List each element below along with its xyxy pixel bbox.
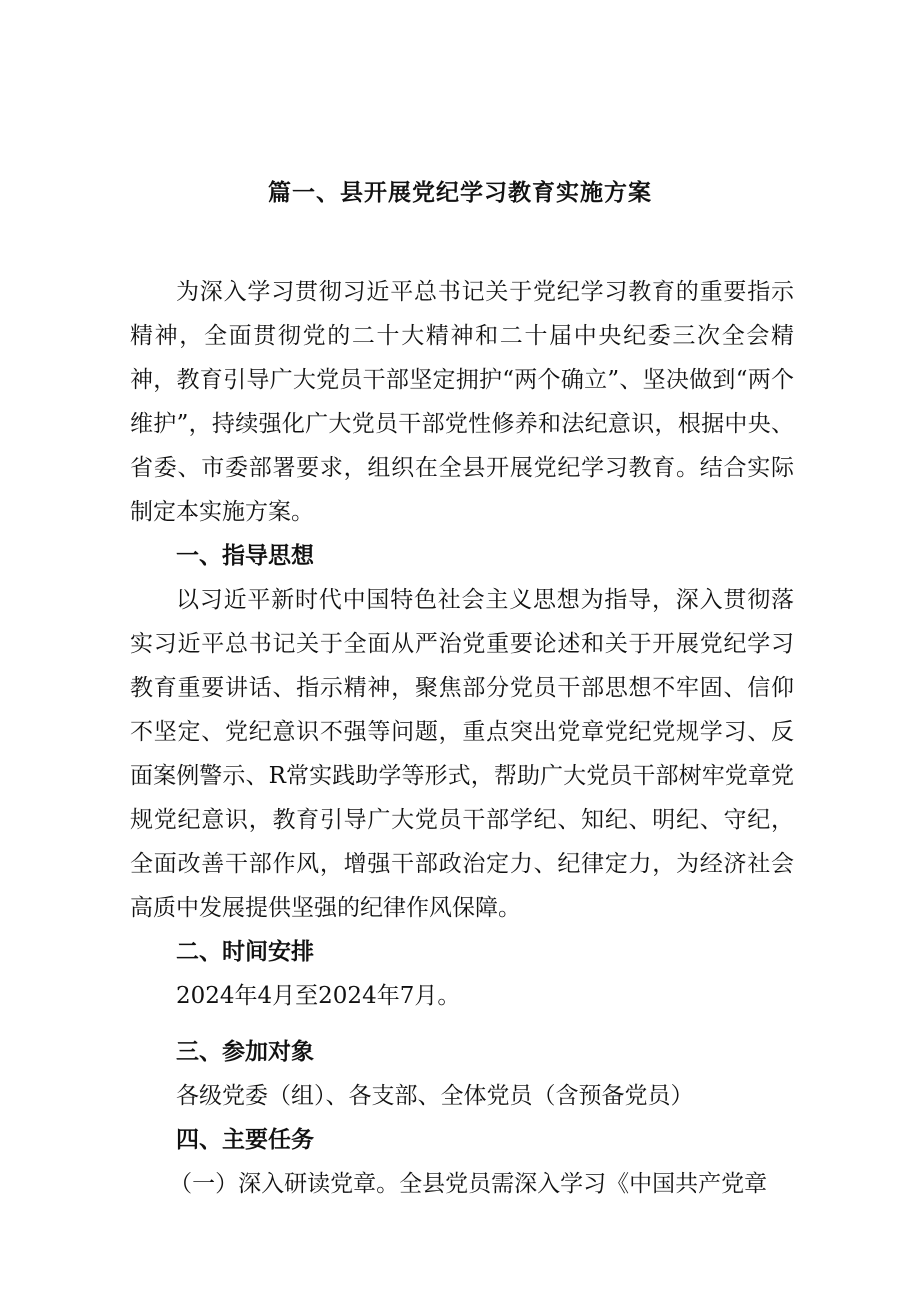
section-heading-schedule: 二、时间安排 bbox=[176, 938, 314, 965]
section-heading-guiding-thought: 一、指导思想 bbox=[176, 542, 314, 569]
document-title: 篇一、县开展党纪学习教育实施方案 bbox=[268, 179, 652, 206]
section-content-guiding-thought: 以习近平新时代中国特色社会主义思想为指导，深入贯彻落实习近平总书记关于全面从严治党重要论述和关于开展党纪学习教育重要讲话、指示精神，聚焦部分党员干部思想不牢固、信仰不坚定、党纪意识不强等问题，重点突出党章党纪党规学习、反面案例警示、R常实践助学等形式，帮助广大党员干部树牢党章党规党纪意识，教育引导广大党员干部学纪、知纪、明纪、守纪，全面改善干部作风，增强干部政治定力、纪律定力，为经济社会高质中发展提供坚强的纪律作风保障。 bbox=[130, 587, 794, 921]
intro-paragraph: 为深入学习贯彻习近平总书记关于党纪学习教育的重要指示精神，全面贯彻党的二十大精神和二十届中央纪委三次全会精神，教育引导广大党员干部坚定拥护“两个确立”、坚决做到“两个维护”，持续强化广大党员干部党性修养和法纪意识，根据中央、省委、市委部署要求，组织在全县开展党纪学习教育。结合实际制定本实施方案。 bbox=[130, 279, 794, 525]
section-content-main-tasks: （一）深入研读党章。全县党员需深入学习《中国共产党章 bbox=[169, 1171, 768, 1197]
section-heading-main-tasks: 四、主要任务 bbox=[176, 1126, 314, 1153]
section-heading-participants: 三、参加对象 bbox=[176, 1038, 314, 1065]
section-content-schedule: 2024年4月至2024年7月。 bbox=[176, 983, 461, 1009]
document-body bbox=[130, 270, 794, 1206]
section-content-participants: 各级党委（组）、各支部、全体党员（含预备党员） bbox=[176, 1083, 694, 1109]
